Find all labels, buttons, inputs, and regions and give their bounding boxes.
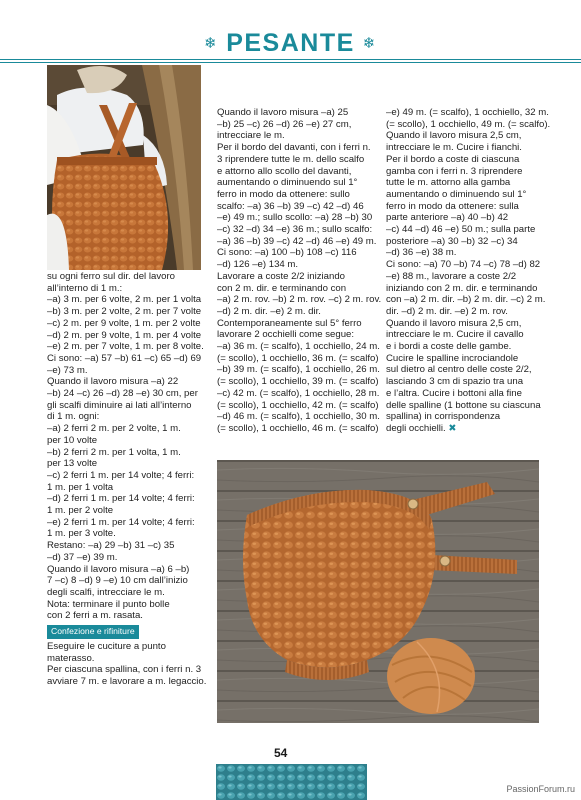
text-line: (= scollo), 1 occhiello, 36 m. (= scalfo) bbox=[217, 352, 379, 364]
text-line: Cucire le spalline incrociandole bbox=[386, 352, 519, 364]
text-line: 3 riprendere tutte le m. dello scalfo bbox=[217, 153, 365, 165]
photo-romper-flatlay bbox=[217, 460, 539, 723]
text-line: ferro in modo da ottenere: sullo bbox=[217, 188, 350, 200]
instructions-column-1 bbox=[47, 271, 207, 688]
text-line: –e) 49 m.; sullo scollo: –a) 28 –b) 30 bbox=[217, 212, 373, 224]
text-line: –e) 49 m. (= scalfo), 1 occhiello, 32 m. bbox=[386, 107, 549, 118]
text-line: –d) 2 ferri 1 m. per 14 volte; 4 ferri: bbox=[47, 493, 195, 505]
text-line: Per il bordo del davanti, con i ferri n. bbox=[217, 142, 371, 154]
text-line: per 13 volte bbox=[47, 458, 98, 470]
text-line: –b) 25 –c) 26 –d) 26 –e) 27 cm, bbox=[217, 118, 352, 130]
text-line: gamba con i ferri n. 3 riprendere bbox=[386, 165, 523, 177]
text-line: intrecciare le m. bbox=[217, 130, 285, 142]
text-line: –b) 39 m. (= scalfo), 1 occhiello, 26 m. bbox=[217, 364, 380, 376]
text-line: avviare 7 m. e lavorare a m. legaccio. bbox=[47, 675, 207, 687]
text-line: iniziando con 2 m. dir. e terminando bbox=[386, 282, 538, 294]
text-line: 1 m. per 1 volta bbox=[47, 481, 114, 493]
text-line: con 2 m. dir. e terminando con bbox=[217, 282, 347, 294]
page-number: 54 bbox=[274, 746, 288, 760]
text-line: materasso. bbox=[47, 652, 95, 664]
text-line: –c) 32 –d) 34 –e) 36 m.; sullo scalfo: bbox=[217, 224, 373, 236]
text-line: e l’altra. Cucire i bottoni alla fine bbox=[386, 387, 522, 399]
text-line: sul dietro al centro delle coste 2/2, bbox=[386, 364, 532, 376]
text-line: gli scalfi diminuire ai lati all’interno bbox=[47, 399, 192, 411]
paragraph bbox=[47, 641, 207, 688]
text-line: lavorare 2 occhielli come segue: bbox=[217, 329, 355, 341]
text-line: (= scollo), 1 occhiello, 42 m. (= scalfo) bbox=[217, 399, 379, 411]
text-line: –a) 36 –b) 39 –c) 42 –d) 46 –e) 49 m. bbox=[217, 235, 377, 247]
text-line: –d) 36 –e) 38 m. bbox=[386, 247, 457, 259]
section-title bbox=[0, 28, 581, 62]
paragraph bbox=[217, 107, 381, 435]
text-line: degli occhielli. bbox=[386, 422, 446, 434]
photo-baby-romper-back bbox=[47, 65, 201, 270]
text-line: Quando il lavoro misura –a) 22 bbox=[47, 376, 179, 388]
text-line: Quando il lavoro misura –a) 25 bbox=[217, 107, 349, 118]
text-line: Ci sono: –a) 100 –b) 108 –c) 116 bbox=[217, 247, 357, 259]
text-line: Per ciascuna spallina, con i ferri n. 3 bbox=[47, 664, 202, 676]
header-rule bbox=[0, 59, 581, 60]
text-line: lasciando 3 cm di spazio tra una bbox=[386, 376, 524, 388]
text-line: Lavorare a coste 2/2 iniziando bbox=[217, 270, 345, 282]
text-line: di 1 m. ogni: bbox=[47, 411, 100, 423]
text-line: –a) 36 m. (= scalfo), 1 occhiello, 24 m. bbox=[217, 341, 380, 353]
text-line: –d) 2 m. dir. –e) 2 m. dir. bbox=[217, 305, 321, 317]
text-line: (= scollo), 1 occhiello, 39 m. (= scalfo) bbox=[217, 376, 379, 388]
text-line: –c) 44 –d) 46 –e) 50 m.; sulla parte bbox=[386, 224, 536, 236]
stitch-pattern-swatch bbox=[216, 764, 367, 800]
text-line: –e) 88 m., lavorare a coste 2/2 bbox=[386, 270, 517, 282]
text-line: 7 –c) 8 –d) 9 –e) 10 cm dall’inizio bbox=[47, 575, 188, 587]
text-line: 1 m. per 2 volte bbox=[47, 505, 114, 517]
text-line: parte anteriore –a) 40 –b) 42 bbox=[386, 212, 509, 224]
text-line: Ci sono: –a) 57 –b) 61 –c) 65 –d) 69 bbox=[47, 352, 202, 364]
text-line: –e) 2 ferri 1 m. per 14 volte; 4 ferri: bbox=[47, 516, 195, 528]
text-line: delle spalline (1 bottone su ciascuna bbox=[386, 399, 541, 411]
text-line: –c) 2 ferri 1 m. per 14 volte; 4 ferri: bbox=[47, 469, 195, 481]
text-line: –a) 2 ferri 2 m. per 2 volte, 1 m. bbox=[47, 423, 181, 435]
snowflake-icon: ❄ bbox=[204, 35, 219, 52]
text-line: 1 m. per 3 volte. bbox=[47, 528, 116, 540]
text-line: Contemporaneamente sul 5° ferro bbox=[217, 317, 362, 329]
text-line: degli scalfi, intrecciare le m. bbox=[47, 586, 165, 598]
text-line: Quando il lavoro misura 2,5 cm, bbox=[386, 130, 522, 142]
text-line: per 10 volte bbox=[47, 434, 98, 446]
text-line: aumentando o diminuendo sul 1° bbox=[217, 177, 358, 189]
text-line: su ogni ferro sul dir. del lavoro bbox=[47, 271, 175, 282]
text-line: Quando il lavoro misura 2,5 cm, bbox=[386, 317, 522, 329]
text-line: –a) 2 m. rov. –b) 2 m. rov. –c) 2 m. rov. bbox=[217, 294, 382, 306]
text-line: –d) 46 m. (= scalfo), 1 occhiello, 30 m. bbox=[217, 411, 380, 423]
text-line: –e) 73 m. bbox=[47, 364, 88, 376]
text-line: Nota: terminare il punto bolle bbox=[47, 598, 170, 610]
text-line: (= scollo), 1 occhiello, 46 m. (= scalfo) bbox=[217, 422, 379, 434]
section-heading-confezione: Confezione e rifiniture bbox=[47, 625, 139, 639]
text-line: e attorno allo scollo del davanti, bbox=[217, 165, 352, 177]
instructions-column-3 bbox=[386, 107, 566, 435]
text-line: scalfo: –a) 36 –b) 39 –c) 42 –d) 46 bbox=[217, 200, 364, 212]
paragraph bbox=[386, 107, 566, 435]
text-line: ferro in modo da ottenere: sulla bbox=[386, 200, 519, 212]
text-line: –d) 37 –e) 39 m. bbox=[47, 551, 118, 563]
text-line: dir. –d) 2 m. dir. –e) 2 m. rov. bbox=[386, 305, 508, 317]
text-line: –e) 2 m. per 7 volte, 1 m. per 8 volte. bbox=[47, 341, 204, 353]
text-line: aumentando o diminuendo sul 1° bbox=[386, 188, 527, 200]
text-line: –d) 2 m. per 9 volte, 1 m. per 4 volte bbox=[47, 329, 202, 341]
text-line: all’interno di 1 m.: bbox=[47, 282, 123, 294]
page-header bbox=[0, 0, 581, 64]
text-line: spallina) in corrispondenza bbox=[386, 411, 501, 423]
text-line: Eseguire le cuciture a punto bbox=[47, 640, 166, 652]
text-line: –c) 42 m. (= scalfo), 1 occhiello, 28 m. bbox=[217, 387, 380, 399]
text-line: tutte le m. attorno alla gamba bbox=[386, 177, 511, 189]
cross-stitch-icon: ✖ bbox=[448, 422, 457, 434]
text-line: Per il bordo a coste di ciascuna bbox=[386, 153, 520, 165]
text-line: –d) 126 –e) 134 m. bbox=[217, 259, 299, 271]
text-line: (= scollo), 1 occhiello, 49 m. (= scalfo). bbox=[386, 118, 551, 130]
text-line: –a) 3 m. per 6 volte, 2 m. per 1 volta bbox=[47, 294, 202, 306]
text-line: Ci sono: –a) 70 –b) 74 –c) 78 –d) 82 bbox=[386, 259, 541, 271]
text-line: con 2 ferri a m. rasata. bbox=[47, 610, 143, 622]
instructions-column-2 bbox=[217, 107, 381, 435]
watermark: PassionForum.ru bbox=[506, 784, 575, 794]
paragraph bbox=[47, 271, 207, 622]
text-line: –b) 24 –c) 26 –d) 28 –e) 30 cm, per bbox=[47, 388, 198, 400]
text-line: intrecciare le m. Cucire il cavallo bbox=[386, 329, 524, 341]
text-line: e i bordi a coste delle gambe. bbox=[386, 341, 512, 353]
text-line: con –a) 2 m. dir. –b) 2 m. dir. –c) 2 m. bbox=[386, 294, 546, 306]
text-line: posteriore –a) 30 –b) 32 –c) 34 bbox=[386, 235, 518, 247]
text-line: –c) 2 m. per 9 volte, 1 m. per 2 volte bbox=[47, 317, 201, 329]
text-line: –b) 2 ferri 2 m. per 1 volta, 1 m. bbox=[47, 446, 181, 458]
snowflake-icon: ❄ bbox=[362, 35, 377, 52]
header-rule bbox=[0, 62, 581, 63]
text-line: intrecciare le m. Cucire i fianchi. bbox=[386, 142, 522, 154]
text-line: –b) 3 m. per 2 volte, 2 m. per 7 volte bbox=[47, 306, 202, 318]
text-line-last bbox=[386, 423, 566, 435]
text-line: Quando il lavoro misura –a) 6 –b) bbox=[47, 563, 190, 575]
text-line: Restano: –a) 29 –b) 31 –c) 35 bbox=[47, 540, 175, 552]
section-title-text: PESANTE bbox=[226, 29, 355, 57]
